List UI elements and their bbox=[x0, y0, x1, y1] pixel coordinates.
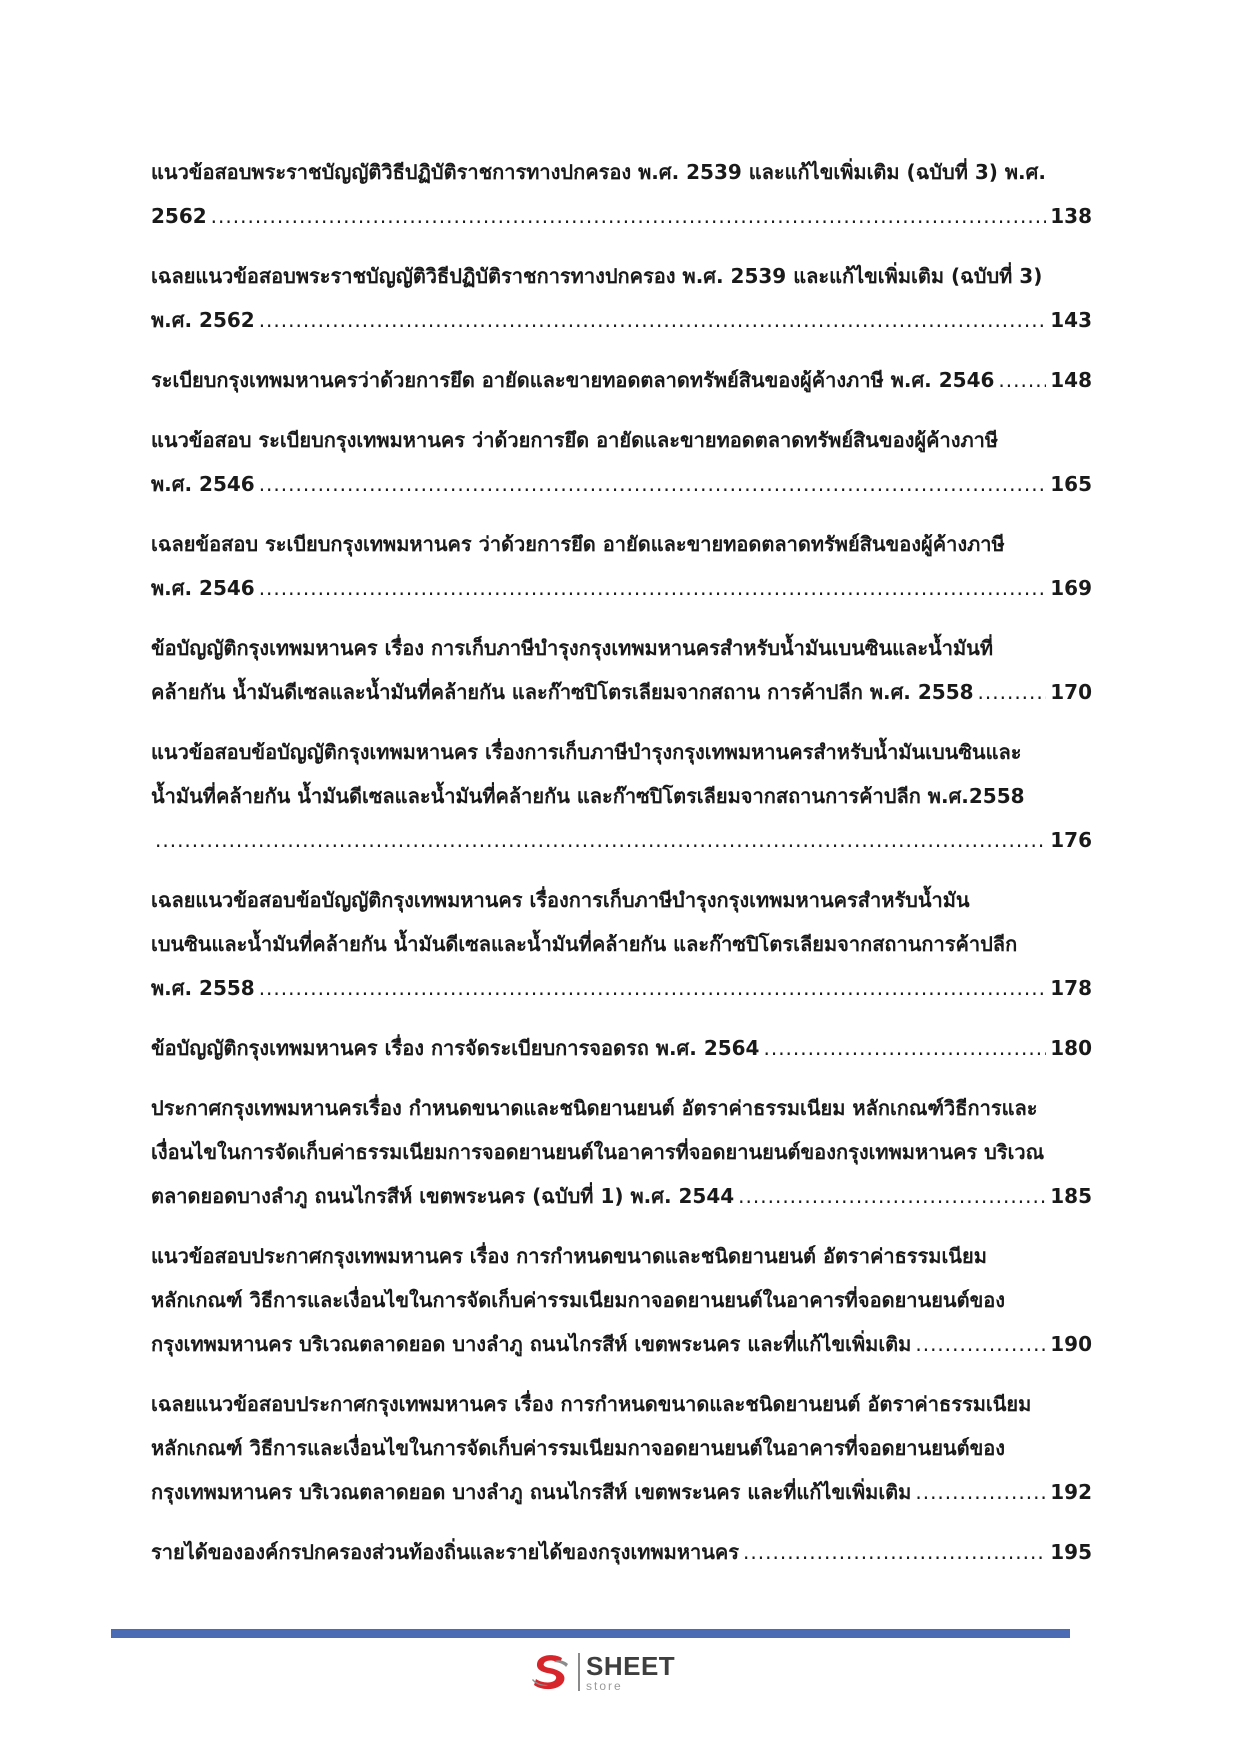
logo-brand-text: SHEET bbox=[586, 1650, 676, 1681]
toc-entry-last-line bbox=[151, 670, 1092, 714]
toc-page-number: 143 bbox=[1050, 308, 1092, 332]
toc-page-number: 148 bbox=[1050, 368, 1092, 392]
dot-leader bbox=[211, 194, 1047, 238]
dot-leader bbox=[259, 966, 1047, 1010]
toc-entry-last-line bbox=[151, 1470, 1092, 1514]
toc-entry-title-line: ข้อบัญญัติกรุงเทพมหานคร เรื่อง การจัดระเบียบการจอดรถ พ.ศ. 2564 bbox=[151, 1036, 760, 1060]
toc-page-number: 169 bbox=[1050, 576, 1092, 600]
dot-leader bbox=[763, 1026, 1046, 1070]
toc-entry-last-line bbox=[151, 1322, 1092, 1366]
toc-entry[interactable] bbox=[151, 878, 1092, 1010]
toc-entry-title-line: แนวข้อสอบพระราชบัญญัติวิธีปฏิบัติราชการทางปกครอง พ.ศ. 2539 และแก้ไขเพิ่มเติม (ฉบับที่ 3) พ.ศ. bbox=[151, 160, 1046, 184]
toc-entry-title-line: แนวข้อสอบ ระเบียบกรุงเทพมหานคร ว่าด้วยการยึด อายัดและขายทอดตลาดทรัพย์สินของผู้ค้างภาษี bbox=[151, 428, 999, 452]
toc-entry[interactable] bbox=[151, 1530, 1092, 1574]
toc-entry-last-line bbox=[151, 1026, 1092, 1070]
toc-entry-title-line: พ.ศ. 2562 bbox=[151, 308, 255, 332]
toc-entry-title-line: พ.ศ. 2546 bbox=[151, 576, 255, 600]
toc-entry-last-line bbox=[151, 462, 1092, 506]
toc-entry-title-line: หลักเกณฑ์ วิธีการและเงื่อนไขในการจัดเก็บค่ารรมเนียมกาจอดยานยนต์ในอาคารที่จอดยานยนต์ของ bbox=[151, 1288, 1006, 1312]
toc-page-number: 192 bbox=[1050, 1480, 1092, 1504]
toc-entry-last-line bbox=[151, 358, 1092, 402]
toc-page-number: 138 bbox=[1050, 204, 1092, 228]
toc-entry-title-line: เฉลยแนวข้อสอบพระราชบัญญัติวิธีปฏิบัติราชการทางปกครอง พ.ศ. 2539 และแก้ไขเพิ่มเติม (ฉบับที่ 3) bbox=[151, 264, 1043, 288]
toc-entry-title-line: เฉลยแนวข้อสอบประกาศกรุงเทพมหานคร เรื่อง การกำหนดขนาดและชนิดยานยนต์ อัตราค่าธรรมเนียม bbox=[151, 1392, 1032, 1416]
toc-entry-last-line bbox=[151, 966, 1092, 1010]
dot-leader bbox=[743, 1530, 1046, 1574]
toc-entry-title-line: น้ำมันที่คล้ายกัน น้ำมันดีเซลและน้ำมันที่คล้ายกัน และก๊าซปิโตรเลียมจากสถานการค้าปลีก พ.ศ.2558 bbox=[151, 784, 1025, 808]
toc-page-number: 190 bbox=[1050, 1332, 1092, 1356]
toc-entry-title-line: กรุงเทพมหานคร บริเวณตลาดยอด บางลำภู ถนนไกรสีห์ เขตพระนคร และที่แก้ไขเพิ่มเติม bbox=[151, 1332, 912, 1356]
toc-entry-last-line bbox=[151, 566, 1092, 610]
dot-leader bbox=[915, 1322, 1046, 1366]
footer-divider-bar bbox=[111, 1629, 1070, 1638]
toc-entry-last-line bbox=[151, 194, 1092, 238]
toc-page-number: 178 bbox=[1050, 976, 1092, 1000]
toc-entry[interactable] bbox=[151, 1086, 1092, 1218]
toc-entry-title-line: ตลาดยอดบางลำภู ถนนไกรสีห์ เขตพระนคร (ฉบับที่ 1) พ.ศ. 2544 bbox=[151, 1184, 735, 1208]
toc-entry[interactable] bbox=[151, 150, 1092, 238]
toc-entry-title-line: คล้ายกัน น้ำมันดีเซลและน้ำมันที่คล้ายกัน และก๊าซปิโตรเลียมจากสถาน การค้าปลีก พ.ศ. 2558 bbox=[151, 680, 974, 704]
dot-leader bbox=[738, 1174, 1046, 1218]
toc-entry-title-line: เฉลยข้อสอบ ระเบียบกรุงเทพมหานคร ว่าด้วยการยึด อายัดและขายทอดตลาดทรัพย์สินของผู้ค้างภาษี bbox=[151, 532, 1005, 556]
toc-entry-last-line bbox=[151, 1530, 1092, 1574]
toc-entry[interactable] bbox=[151, 1382, 1092, 1514]
dot-leader bbox=[978, 670, 1047, 714]
toc-page-number: 185 bbox=[1050, 1184, 1092, 1208]
dot-leader bbox=[259, 298, 1047, 342]
logo-divider bbox=[578, 1653, 580, 1691]
toc-entry[interactable] bbox=[151, 1234, 1092, 1366]
toc-entry-title-line: เงื่อนไขในการจัดเก็บค่าธรรมเนียมการจอดยานยนต์ในอาคารที่จอดยานยนต์ของกรุงเทพมหานคร บริเวณ bbox=[151, 1140, 1045, 1164]
toc-entry[interactable] bbox=[151, 1026, 1092, 1070]
sheet-store-logo bbox=[528, 1650, 675, 1694]
toc-entry-title-line: ประกาศกรุงเทพมหานครเรื่อง กำหนดขนาดและชนิดยานยนต์ อัตราค่าธรรมเนียม หลักเกณฑ์วิธีการและ bbox=[151, 1096, 1038, 1120]
dot-leader bbox=[259, 462, 1047, 506]
toc-entry-title-line: แนวข้อสอบข้อบัญญัติกรุงเทพมหานคร เรื่องการเก็บภาษีบำรุงกรุงเทพมหานครสำหรับน้ำมันเบนซินและ bbox=[151, 740, 1022, 764]
toc-entry-title-line: รายได้ขององค์กรปกครองส่วนท้องถิ่นและรายได้ของกรุงเทพมหานคร bbox=[151, 1540, 740, 1564]
toc-entry[interactable] bbox=[151, 418, 1092, 506]
toc-entry-title-line: ระเบียบกรุงเทพมหานครว่าด้วยการยึด อายัดและขายทอดตลาดทรัพย์สินของผู้ค้างภาษี พ.ศ. 2546 bbox=[151, 368, 995, 392]
dot-leader bbox=[259, 566, 1047, 610]
toc-entry-title-line: หลักเกณฑ์ วิธีการและเงื่อนไขในการจัดเก็บค่ารรมเนียมกาจอดยานยนต์ในอาคารที่จอดยานยนต์ของ bbox=[151, 1436, 1006, 1460]
toc-entry-last-line bbox=[151, 298, 1092, 342]
dot-leader bbox=[998, 358, 1046, 402]
toc-entry-title-line: เฉลยแนวข้อสอบข้อบัญญัติกรุงเทพมหานคร เรื่องการเก็บภาษีบำรุงกรุงเทพมหานครสำหรับน้ำมัน bbox=[151, 888, 970, 912]
toc-entry[interactable] bbox=[151, 254, 1092, 342]
toc-entry-title-line: พ.ศ. 2558 bbox=[151, 976, 255, 1000]
toc-entry-title-line: กรุงเทพมหานคร บริเวณตลาดยอด บางลำภู ถนนไกรสีห์ เขตพระนคร และที่แก้ไขเพิ่มเติม bbox=[151, 1480, 912, 1504]
toc-entry[interactable] bbox=[151, 522, 1092, 610]
toc-entry-last-line bbox=[151, 818, 1092, 862]
toc-page-number: 195 bbox=[1050, 1540, 1092, 1564]
dot-leader bbox=[915, 1470, 1046, 1514]
toc-entry[interactable] bbox=[151, 358, 1092, 402]
toc-page-number: 165 bbox=[1050, 472, 1092, 496]
toc-entry-title-line: เบนซินและน้ำมันที่คล้ายกัน น้ำมันดีเซลและน้ำมันที่คล้ายกัน และก๊าซปิโตรเลียมจากสถานการค้าปลีก bbox=[151, 932, 1018, 956]
logo-brand-subtext: store bbox=[586, 1678, 623, 1693]
toc-page-number: 176 bbox=[1050, 828, 1092, 852]
toc-page-number: 170 bbox=[1050, 680, 1092, 704]
toc-page-number: 180 bbox=[1050, 1036, 1092, 1060]
dot-leader bbox=[155, 818, 1046, 862]
toc-entry-title-line: พ.ศ. 2546 bbox=[151, 472, 255, 496]
toc-entry[interactable] bbox=[151, 730, 1092, 862]
toc-entry-title-line: 2562 bbox=[151, 204, 207, 228]
toc-entry-title-line: ข้อบัญญัติกรุงเทพมหานคร เรื่อง การเก็บภาษีบำรุงกรุงเทพมหานครสำหรับน้ำมันเบนซินและน้ำมันที่ bbox=[151, 636, 994, 660]
toc-entry[interactable] bbox=[151, 626, 1092, 714]
sheet-store-logo-icon bbox=[528, 1650, 572, 1694]
logo-text bbox=[586, 1650, 676, 1693]
table-of-contents bbox=[151, 150, 1092, 1590]
toc-entry-last-line bbox=[151, 1174, 1092, 1218]
toc-entry-title-line: แนวข้อสอบประกาศกรุงเทพมหานคร เรื่อง การกำหนดขนาดและชนิดยานยนต์ อัตราค่าธรรมเนียม bbox=[151, 1244, 987, 1268]
